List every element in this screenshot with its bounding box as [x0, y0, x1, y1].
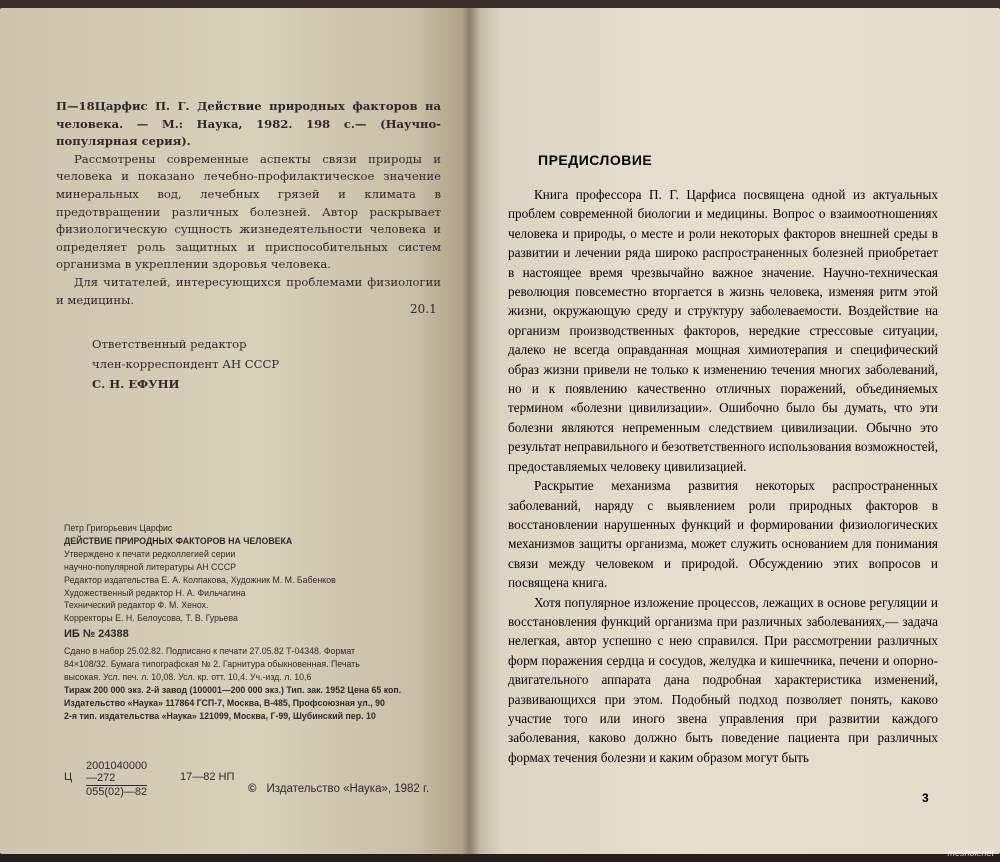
preface-text — [508, 185, 938, 767]
imprint-line: Тираж 200 000 экз. 2-й завод (100001—200 000 экз.) Тип. зак. 1952 Цена 65 коп. — [64, 684, 402, 695]
imprint-line: Петр Григорьевич Царфис — [64, 523, 173, 533]
annotation-audience: Для читателей, интересующихся проблемами физиологии и медицины. — [56, 274, 441, 307]
isbn-suffix: 17—82 НП — [180, 771, 235, 783]
imprint-line: 2-я тип. издательства «Наука» 121099, Москва, Г-99, Шубинский пер. 10 — [64, 710, 376, 721]
isbn-prefix: Ц — [64, 771, 73, 783]
isbn-fraction — [86, 760, 147, 798]
preface-heading: ПРЕДИСЛОВИЕ — [538, 152, 653, 168]
page-number: 3 — [922, 791, 929, 805]
annotation-body: Рассмотрены современные аспекты связи природы и человека и показано лечебно-профилактическое значение минеральных вод, лечебных грязей и климата в предотвращении различных болезней. Автор раскрывает физиологическую сущность жизнедеятельности человека и определяет роль защитных и приспособительных систем организма в укреплении здоровья человека. — [56, 151, 441, 272]
isbn-denominator: 055(02)—82 — [86, 786, 148, 798]
imprint-line: Корректоры Е. Н. Белоусова, Т. В. Гурьева — [64, 613, 238, 624]
imprint-line: Художественный редактор Н. А. Фильчагина — [64, 587, 246, 598]
watermark: meshok.net — [947, 848, 994, 858]
copyright-text: Издательство «Наука», 1982 г. — [266, 783, 430, 795]
preface-paragraph: Книга профессора П. Г. Царфиса посвящена одной из актуальных проблем современной биологии и медицины. Вопрос о взаимоотношениях человека и природы, о месте и роли некоторых факторов внешней среды в развитии и лечении ряда широко распространенных болезней приобретает в настоящее время чрезвычайно важное значение. Научно-техническая революция повсеместно вторгается в жизнь человека, изменяя ритм этой жизни, окружающую среду и структуру заболеваемости. Воздействие на организм производственных факторов, нередкие стрессовые ситуации, далеко не всегда оправданная мощная химиотерапия и специфический образ жизни привели не только к изменению течения многих заболеваний, но и к появлению качественно отличных поражений, объединяемых термином «болезни цивилизации». Ошибочно было бы думать, что эти болезни являются непременным следствием цивилизации. Обычно это результат неправильного и безответственного использования возможностей, предоставляемых человеку цивилизацией. — [508, 187, 938, 474]
editor-title: член-корреспондент АН СССР — [92, 357, 280, 371]
imprint-line: Редактор издательства Е. А. Колпакова, Художник М. М. Бабенков — [64, 574, 336, 585]
annotation-head: П—18Царфис П. Г. Действие природных факторов на человека. — М.: Наука, 1982. 198 с.— (Научно-популярная серия). — [56, 99, 441, 149]
isbn-numerator: 2001040000—272 — [86, 760, 148, 784]
editor-name: С. Н. ЕФУНИ — [92, 377, 180, 391]
left-page — [0, 8, 472, 854]
imprint-line: высокая. Усл. печ. л. 10,08. Усл. кр. отт. 10,4. Уч.-изд. л. 10,6 — [64, 671, 312, 682]
imprint-line: ДЕЙСТВИЕ ПРИРОДНЫХ ФАКТОРОВ НА ЧЕЛОВЕКА — [64, 535, 293, 546]
imprint-line: научно-популярной литературы АН СССР — [64, 561, 236, 572]
preface-paragraph: Раскрытие механизма развития некоторых распространенных заболеваний, наряду с выявлением роли природных факторов в восстановлении нарушенных функций и формировании физиологических механизмов защиты организма, может служить основанием для понимания связи между человеком и природой. Обсуждению этих вопросов и посвящена книга. — [508, 478, 938, 591]
imprint-line: ИБ № 24388 — [64, 628, 129, 641]
editor-block — [92, 334, 279, 394]
imprint-line: Сдано в набор 25.02.82. Подписано к печати 27.05.82 Т-04348. Формат — [64, 646, 356, 657]
copyright-icon: © — [248, 783, 257, 795]
imprint-line: Издательство «Наука» 117864 ГСП-7, Москва, В-485, Профсоюзная ул., 90 — [64, 697, 385, 708]
preface-paragraph: Хотя популярное изложение процессов, лежащих в основе регуляции и восстановления функций организма при различных заболеваниях,— задача нелегкая, автор успешно с нею справился. При рассмотрении различных форм поражения сердца и сосудов, желудка и кишечника, печени и опорно-двигательного аппарата дана подробная характеристика изменений, развивающихся при этом. Подобный подход позволяет понять, каково участие того или иного звена управления при развитии каждого заболевания, каково должно быть поведение пациента при различных формах течения болезни и каким образом могут быть — [508, 594, 938, 765]
annotation-block — [56, 98, 441, 309]
imprint-line: 84×108/32. Бумага типографская № 2. Гарнитура обыкновенная. Печать — [64, 659, 360, 670]
book-gutter — [462, 8, 480, 854]
copyright-line — [248, 783, 429, 795]
imprint-line: Технический редактор Ф. М. Хенох. — [64, 600, 209, 611]
imprint-block — [64, 522, 464, 723]
classification-code: 20.1 — [410, 302, 437, 316]
editor-role: Ответственный редактор — [92, 337, 247, 351]
imprint-line: Утверждено к печати редколлегией серии — [64, 548, 236, 559]
